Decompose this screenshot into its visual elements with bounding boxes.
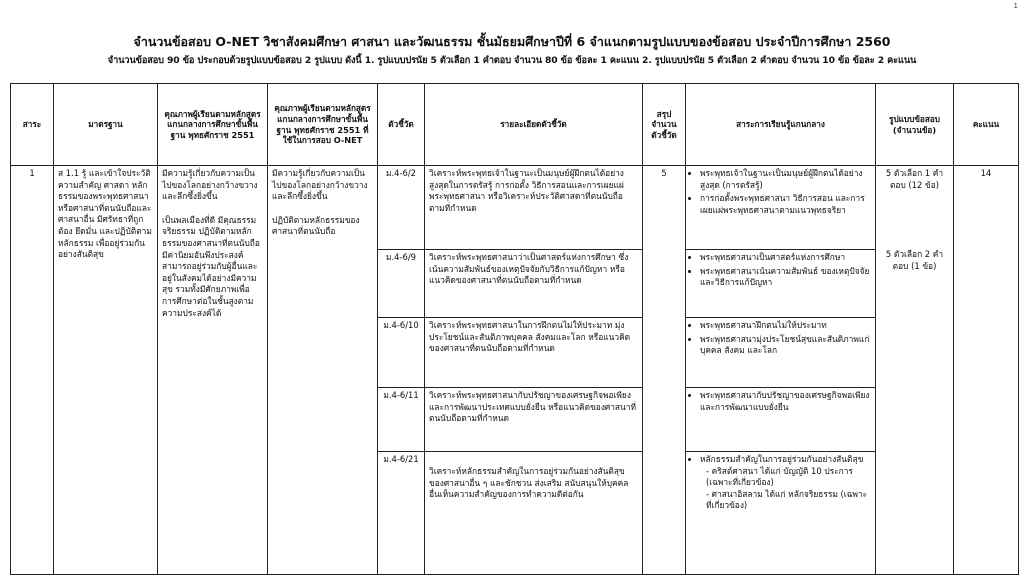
indicator-detail-cell: วิเคราะห์พระพุทธศาสนากับปรัชญาของเศรษฐกิจพอเพียงและการพัฒนาประเทศแบบยั่งยืน หรือแนวคิดของศาสนาที่ตนนับถือตามที่กำหนด (425, 388, 643, 452)
content-item: • พระพุทธศาสนาฝึกตนไม่ให้ประมาท (700, 320, 871, 332)
content-item: • การก่อตั้งพระพุทธศาสนา วิธีการสอน และการเผยแผ่พระพุทธศาสนาตามแนวพุทธจริยา (700, 193, 871, 216)
test-format-1: 5 ตัวเลือก 1 คำตอบ (12 ข้อ) (885, 168, 944, 190)
content-sub-item: - คริสต์ศาสนา ได้แก่ บัญญัติ 10 ประการ (เฉพาะที่เกี่ยวข้อง) (706, 465, 853, 488)
header-standard: มาตรฐาน (54, 84, 158, 166)
core-content-cell (686, 452, 876, 575)
header-summary-count: สรุปจำนวนตัวชี้วัด (643, 84, 686, 166)
core-content-cell (686, 318, 876, 388)
header-test-format: รูปแบบข้อสอบ (จำนวนข้อ) (876, 84, 954, 166)
core-content-cell (686, 166, 876, 250)
table-row (11, 166, 1019, 250)
indicator-cell: ม.4-6/11 (378, 388, 425, 452)
header-core-content: สาระการเรียนรู้แกนกลาง (686, 84, 876, 166)
content-sub-item: - ศาสนาอิสลาม ได้แก่ หลักจริยธรรม (เฉพาะที่เกี่ยวข้อง) (706, 488, 868, 511)
quality-basic-2: เป็นพลเมืองที่ดี มีคุณธรรม จริยธรรม ปฏิบัติตามหลักธรรมของศาสนาที่ตนนับถือ มีค่านิยมอันพึงประสงค์ สามารถอยู่ร่วมกับผู้อื่นและอยู่ในสังคมได้อย่างมีความสุข รวมทั้งมีศักยภาพเพื่อการศึกษาต่อในชั้นสูงตามความประสงค์ได้ (162, 214, 260, 318)
test-format-cell (876, 166, 954, 575)
document-subtitle: จำนวนข้อสอบ 90 ข้อ ประกอบด้วยรูปแบบข้อสอบ 2 รูปแบบ ดังนี้ 1. รูปแบบปรนัย 5 ตัวเลือก 1 คำตอบ จำนวน 80 ข้อ ข้อละ 1 คะแนน 2. รูปแบบปรนัย 5 ตัวเลือก 2 คำตอบ จำนวน 10 ข้อ ข้อละ 2 คะแนน (107, 55, 917, 66)
content-item: • พระพุทธเจ้าในฐานะเป็นมนุษย์ผู้ฝึกตนได้อย่างสูงสุด (การตรัสรู้) (700, 168, 871, 191)
core-content-cell (686, 250, 876, 318)
indicator-cell: ม.4-6/9 (378, 250, 425, 318)
indicator-cell: ม.4-6/10 (378, 318, 425, 388)
content-item (700, 454, 871, 512)
header-strand: สาระ (11, 84, 54, 166)
page-number: 1 (1013, 2, 1018, 10)
quality-basic-cell (158, 166, 268, 575)
header-indicator: ตัวชี้วัด (378, 84, 425, 166)
quality-onet-2: ปฏิบัติตามหลักธรรมของศาสนาที่ตนนับถือ (272, 214, 360, 237)
content-main: หลักธรรมสำคัญในการอยู่ร่วมกันอย่างสันติสุข (700, 454, 864, 464)
header-score: คะแนน (954, 84, 1019, 166)
score-cell: 14 (954, 166, 1019, 575)
indicator-detail-cell: วิเคราะห์พระพุทธศาสนาในการฝึกตนไม่ให้ประมาท มุ่งประโยชน์และสันติภาพบุคคล สังคมและโลก หรือแนวคิดของศาสนาที่ตนนับถือตามที่กำหนด (425, 318, 643, 388)
content-item: • พระพุทธศาสนาเป็นศาสตร์แห่งการศึกษา (700, 252, 871, 264)
strand-cell: 1 (11, 166, 54, 575)
quality-onet-cell (268, 166, 378, 575)
core-content-cell (686, 388, 876, 452)
indicator-detail-cell (425, 452, 643, 575)
content-item: • พระพุทธศาสนามุ่งประโยชน์สุขและสันติภาพแก่บุคคล สังคม และโลก (700, 334, 871, 357)
header-quality-basic: คุณภาพผู้เรียนตามหลักสูตรแกนกลางการศึกษาขั้นพื้นฐาน พุทธศักราช 2551 (158, 84, 268, 166)
test-format-2: 5 ตัวเลือก 2 คำตอบ (1 ข้อ) (885, 249, 944, 271)
content-item: • พระพุทธศาสนากับปรัชญาของเศรษฐกิจพอเพียงและการพัฒนาแบบยั่งยืน (700, 390, 871, 413)
curriculum-table (10, 83, 1019, 575)
indicator-detail-text: วิเคราะห์หลักธรรมสำคัญในการอยู่ร่วมกันอย่างสันติสุขของศาสนาอื่น ๆ และชักชวน ส่งเสริม สนับสนุนให้บุคคลอื่นเห็นความสำคัญของการทำความดีต่อกัน (429, 466, 629, 500)
document-title: จำนวนข้อสอบ O-NET วิชาสังคมศึกษา ศาสนา และวัฒนธรรม ชั้นมัธยมศึกษาปีที่ 6 จำแนกตามรูปแบบของข้อสอบ ประจำปีการศึกษา 2560 (133, 34, 891, 49)
summary-count-cell: 5 (643, 166, 686, 575)
quality-onet-1: มีความรู้เกี่ยวกับความเป็นไปของโลกอย่างกว้างขวางและลึกซึ้งยิ่งขึ้น (272, 168, 368, 202)
indicator-cell: ม.4-6/2 (378, 166, 425, 250)
header-indicator-detail: รายละเอียดตัวชี้วัด (425, 84, 643, 166)
content-item: • พระพุทธศาสนาเน้นความสัมพันธ์ ของเหตุปัจจัยและวิธีการแก้ปัญหา (700, 266, 871, 289)
indicator-detail-cell: วิเคราะห์พระพุทธศาสนาว่าเป็นศาสตร์แห่งการศึกษา ซึ่งเน้นความสัมพันธ์ของเหตุปัจจัยกับวิธีการแก้ปัญหา หรือแนวคิดของศาสนาที่ตนนับถือตามที่กำหนด (425, 250, 643, 318)
indicator-detail-cell: วิเคราะห์พระพุทธเจ้าในฐานะเป็นมนุษย์ผู้ฝึกตนได้อย่างสูงสุดในการตรัสรู้ การก่อตั้ง วิธีการสอนและการเผยแผ่พระพุทธศาสนา หรือวิเคราะห์ประวัติศาสดาที่ตนนับถือตามที่กำหนด (425, 166, 643, 250)
header-quality-onet: คุณภาพผู้เรียนตามหลักสูตรแกนกลางการศึกษาขั้นพื้นฐาน พุทธศักราช 2551 ที่ใช้ในการสอบ O-NET (268, 84, 378, 166)
standard-cell: ส 1.1 รู้ และเข้าใจประวัติ ความสำคัญ ศาสดา หลักธรรมของพระพุทธศาสนาหรือศาสนาที่ตนนับถือและศาสนาอื่น มีศรัทธาที่ถูกต้อง ยึดมั่น และปฏิบัติตามหลักธรรม เพื่ออยู่ร่วมกันอย่างสันติสุข (54, 166, 158, 575)
quality-basic-1: มีความรู้เกี่ยวกับความเป็นไปของโลกอย่างกว้างขวางและลึกซึ้งยิ่งขึ้น (162, 168, 258, 202)
indicator-cell: ม.4-6/21 (378, 452, 425, 575)
